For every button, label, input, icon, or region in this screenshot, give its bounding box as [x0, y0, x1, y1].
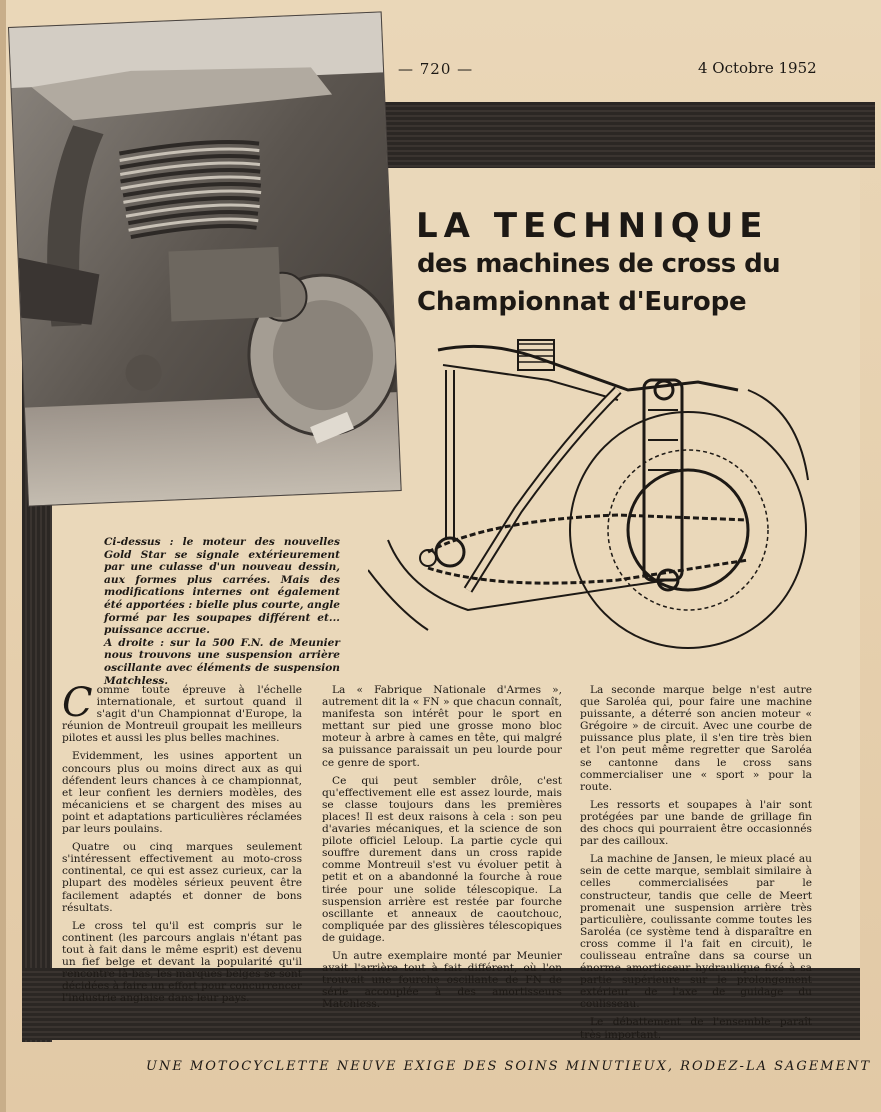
issue-date: 4 Octobre 1952 [698, 59, 817, 77]
article-paragraph: Quatre ou cinq marques seulement s'intéressent effectivement au moto-cross continental, ce qui est assez curieux, car la plupart des modèles sérieux peuvent être facilement adaptés et donner de bons résultats. [62, 841, 302, 914]
page-edge [0, 0, 6, 1112]
engine-photo [9, 12, 401, 505]
article-paragraph: Le débattement de l'ensemble paraît très important. [580, 1016, 812, 1041]
article-paragraph: Le cross tel qu'il est compris sur le continent (les parcours anglais n'étant pas tout à fait dans le même esprit) est devenu un fief belge et devant la popularité qu'il rencontre là-bas, les marques belges se sont décidées à faire un effort pour concurrencer l'industrie anglaise dans leur pays. [62, 919, 302, 1005]
article-title-line3: Championnat d'Europe [417, 287, 747, 317]
article-paragraph: La seconde marque belge n'est autre que Saroléa qui, pour faire une machine puissante, a déterré son ancien moteur « Grégoire » de circuit. Avec une courbe de puissance plus plate, il s'en tire très bien et l'on peut même regretter que Saroléa se cantonne dans le cross sans commercialiser une « sport » pour la route. [580, 684, 812, 793]
footer-slogan: UNE MOTOCYCLETTE NEUVE EXIGE DES SOINS MINUTIEUX, RODEZ-LA SAGEMENT [146, 1059, 872, 1074]
top-stripe-band [333, 102, 875, 168]
article-paragraph: Ce qui peut sembler drôle, c'est qu'effectivement elle est assez lourde, mais se classe toujours dans les premières places! Il est deux raisons à cela : son peu d'avaries mécaniques, et la science de son pilote officiel Leloup. La partie cycle qui souffre durement dans un cross rapide comme Montreuil s'est vu évoluer petit à petit et on a abandonné la fourche à roue tirée pour une solide télescopique. La suspension arrière est restée par fourche oscillante et anneaux de caoutchouc, compliquée par des glissières télescopiques de guidage. [322, 774, 562, 944]
article-paragraph: La « Fabrique Nationale d'Armes », autrement dit la « FN » que chacun connaît, manifesta son intérêt pour le sport en mettant sur pied une grosse mono bloc moteur à arbre à cames en tête, qui malgré sa puissance paraissait un peu lourde pour ce genre de sport. [322, 684, 562, 769]
article-paragraph: Les ressorts et soupapes à l'air sont protégées par une bande de grillage fin des chocs qui pourraient être occasionnés par des cailloux. [580, 798, 812, 848]
article-title-line2: des machines de cross du [417, 249, 781, 279]
article-column-1 [62, 680, 302, 1010]
article-paragraph: Comme toute épreuve à l'échelle internationale, et surtout quand il s'agit d'un Championnat d'Europe, la réunion de Montreuil groupait les meilleurs pilotes et aussi les plus belles machines. [62, 680, 302, 745]
article-paragraph: Un autre exemplaire monté par Meunier avait l'arrière tout à fait différent, où l'on trouvait une fourche oscillante de FN de série accouplée à des amortisseurs Matchless. [322, 949, 562, 1011]
article-title-line1: LA TECHNIQUE [416, 206, 769, 246]
article-column-3 [580, 684, 812, 1047]
article-paragraph: Evidemment, les usines apportent un concours plus ou moins direct aux as qui défendent leurs chances à ce championnat, et leur confient les derniers modèles, des mécaniciens et se chargent des mises au point et adaptations particulières réclamées par leurs poulains. [62, 750, 302, 836]
drop-cap: C [62, 680, 93, 726]
caption-paragraph: Ci-dessus : le moteur des nouvelles Gold Star se signale extérieurement par une culasse d'un nouveau dessin, aux formes plus carrées. Mais des modifications internes ont également été apportées : bielle plus courte, angle formé par les soupapes différent et... puissance accrue. [104, 536, 340, 637]
article-column-2 [322, 684, 562, 1016]
caption-paragraph: A droite : sur la 500 F.N. de Meunier nous trouvons une suspension arrière oscillante avec éléments de suspension Matchless. [104, 636, 340, 687]
article-paragraph: La machine de Jansen, le mieux placé au sein de cette marque, semblait similaire à celles commercialisées par le constructeur, tandis que celle de Meert promenait une suspension arrière très particulière, coulissante comme toutes les Saroléa (ce système tend à disparaître en cross comme il l'a fait en circuit), le coulisseau entraîne dans sa course un énorme amortisseur hydraulique fixé à sa partie supérieure sur le prolongement extérieur de l'axe de guidage du coulisseau. [580, 853, 812, 1011]
figure-caption [104, 536, 340, 687]
rear-suspension-drawing [368, 330, 820, 658]
page-number: — 720 — [398, 60, 474, 78]
